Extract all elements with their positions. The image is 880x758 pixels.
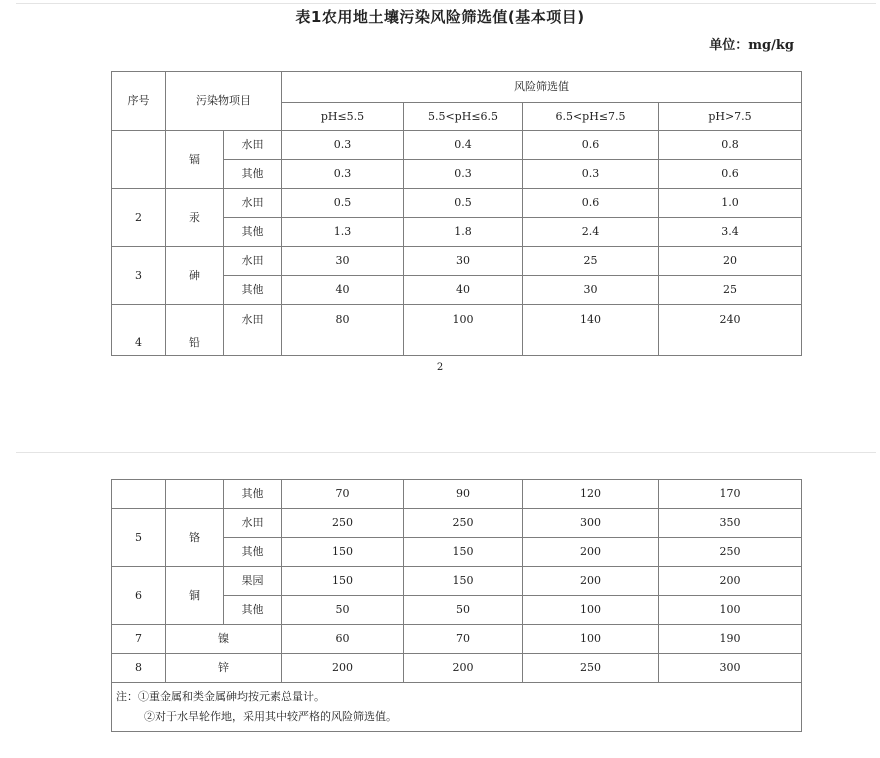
value-cell: 100 xyxy=(523,596,659,625)
land-type: 水田 xyxy=(224,131,282,160)
value-cell: 200 xyxy=(282,654,404,683)
value-cell: 250 xyxy=(282,509,404,538)
value-cell: 150 xyxy=(404,538,523,567)
header-seq: 序号 xyxy=(112,72,166,131)
value-cell: 140 xyxy=(523,305,659,356)
table-row xyxy=(112,509,802,538)
value-cell: 0.3 xyxy=(282,131,404,160)
table-notes xyxy=(112,683,802,732)
pollutant-name: 砷 xyxy=(166,247,224,305)
header-pollutant: 污染物项目 xyxy=(166,72,282,131)
value-cell: 30 xyxy=(404,247,523,276)
value-cell: 150 xyxy=(282,538,404,567)
row-seq: 5 xyxy=(112,509,166,567)
value-cell: 200 xyxy=(523,538,659,567)
value-cell: 40 xyxy=(404,276,523,305)
row-seq: 3 xyxy=(112,247,166,305)
header-ph-range: pH≤5.5 xyxy=(282,103,404,131)
note-line-1: 注：①重金属和类金属砷均按元素总量计。 xyxy=(116,690,325,703)
value-cell: 1.0 xyxy=(659,189,802,218)
row-seq: 6 xyxy=(112,567,166,625)
page-break-divider xyxy=(16,452,876,453)
value-cell: 0.5 xyxy=(282,189,404,218)
pollutant-name: 镉 xyxy=(166,131,224,189)
page-top-divider xyxy=(16,3,876,4)
table-row xyxy=(112,189,802,218)
land-type: 果园 xyxy=(224,567,282,596)
land-type: 其他 xyxy=(224,596,282,625)
value-cell: 0.3 xyxy=(282,160,404,189)
value-cell: 150 xyxy=(404,567,523,596)
note-line-2: ②对于水旱轮作地，采用其中较严格的风险筛选值。 xyxy=(144,710,397,723)
value-cell: 0.5 xyxy=(404,189,523,218)
value-cell: 250 xyxy=(523,654,659,683)
row-seq: 4 xyxy=(112,305,166,356)
land-type: 其他 xyxy=(224,480,282,509)
table-row xyxy=(112,131,802,160)
row-seq: 8 xyxy=(112,654,166,683)
table-row xyxy=(112,567,802,596)
value-cell: 2.4 xyxy=(523,218,659,247)
land-type: 水田 xyxy=(224,247,282,276)
value-cell: 200 xyxy=(404,654,523,683)
header-ph-range: 5.5<pH≤6.5 xyxy=(404,103,523,131)
value-cell: 0.3 xyxy=(523,160,659,189)
pollutant-name xyxy=(166,480,224,509)
land-type: 其他 xyxy=(224,276,282,305)
table-row xyxy=(112,305,802,356)
screening-table-page1 xyxy=(111,71,802,356)
land-type: 其他 xyxy=(224,538,282,567)
value-cell: 0.4 xyxy=(404,131,523,160)
value-cell: 30 xyxy=(282,247,404,276)
value-cell: 100 xyxy=(404,305,523,356)
value-cell: 50 xyxy=(404,596,523,625)
table-row xyxy=(112,480,802,509)
value-cell: 70 xyxy=(404,625,523,654)
value-cell: 250 xyxy=(404,509,523,538)
pollutant-name: 锌 xyxy=(166,654,282,683)
value-cell: 50 xyxy=(282,596,404,625)
value-cell: 200 xyxy=(523,567,659,596)
screening-table-page2 xyxy=(111,479,802,732)
row-seq: 7 xyxy=(112,625,166,654)
value-cell: 40 xyxy=(282,276,404,305)
value-cell: 90 xyxy=(404,480,523,509)
value-cell: 60 xyxy=(282,625,404,654)
value-cell: 250 xyxy=(659,538,802,567)
value-cell: 0.8 xyxy=(659,131,802,160)
header-screening-values: 风险筛选值 xyxy=(282,72,802,103)
pollutant-name: 镍 xyxy=(166,625,282,654)
value-cell: 1.3 xyxy=(282,218,404,247)
table-row xyxy=(112,247,802,276)
value-cell: 70 xyxy=(282,480,404,509)
value-cell: 25 xyxy=(659,276,802,305)
value-cell: 100 xyxy=(659,596,802,625)
value-cell: 0.6 xyxy=(523,189,659,218)
value-cell: 170 xyxy=(659,480,802,509)
value-cell: 190 xyxy=(659,625,802,654)
pollutant-name: 铜 xyxy=(166,567,224,625)
table-row xyxy=(112,625,802,654)
pollutant-name: 铬 xyxy=(166,509,224,567)
page-number: 2 xyxy=(436,362,444,373)
header-ph-range: 6.5<pH≤7.5 xyxy=(523,103,659,131)
value-cell: 30 xyxy=(523,276,659,305)
unit-label: 单位：mg/kg xyxy=(709,38,794,53)
table-title: 表1农用地土壤污染风险筛选值(基本项目) xyxy=(295,8,585,26)
land-type: 其他 xyxy=(224,218,282,247)
value-cell: 300 xyxy=(523,509,659,538)
pollutant-name: 汞 xyxy=(166,189,224,247)
value-cell: 240 xyxy=(659,305,802,356)
pollutant-name: 铅 xyxy=(166,305,224,356)
value-cell: 0.6 xyxy=(523,131,659,160)
value-cell: 300 xyxy=(659,654,802,683)
value-cell: 3.4 xyxy=(659,218,802,247)
row-seq xyxy=(112,480,166,509)
land-type: 水田 xyxy=(224,305,282,356)
row-seq xyxy=(112,131,166,189)
land-type: 水田 xyxy=(224,509,282,538)
land-type: 其他 xyxy=(224,160,282,189)
value-cell: 120 xyxy=(523,480,659,509)
value-cell: 100 xyxy=(523,625,659,654)
notes-row xyxy=(112,683,802,732)
value-cell: 1.8 xyxy=(404,218,523,247)
land-type: 水田 xyxy=(224,189,282,218)
value-cell: 0.6 xyxy=(659,160,802,189)
value-cell: 350 xyxy=(659,509,802,538)
value-cell: 150 xyxy=(282,567,404,596)
table-row xyxy=(112,654,802,683)
value-cell: 25 xyxy=(523,247,659,276)
value-cell: 80 xyxy=(282,305,404,356)
row-seq: 2 xyxy=(112,189,166,247)
value-cell: 200 xyxy=(659,567,802,596)
value-cell: 20 xyxy=(659,247,802,276)
header-ph-range: pH>7.5 xyxy=(659,103,802,131)
value-cell: 0.3 xyxy=(404,160,523,189)
